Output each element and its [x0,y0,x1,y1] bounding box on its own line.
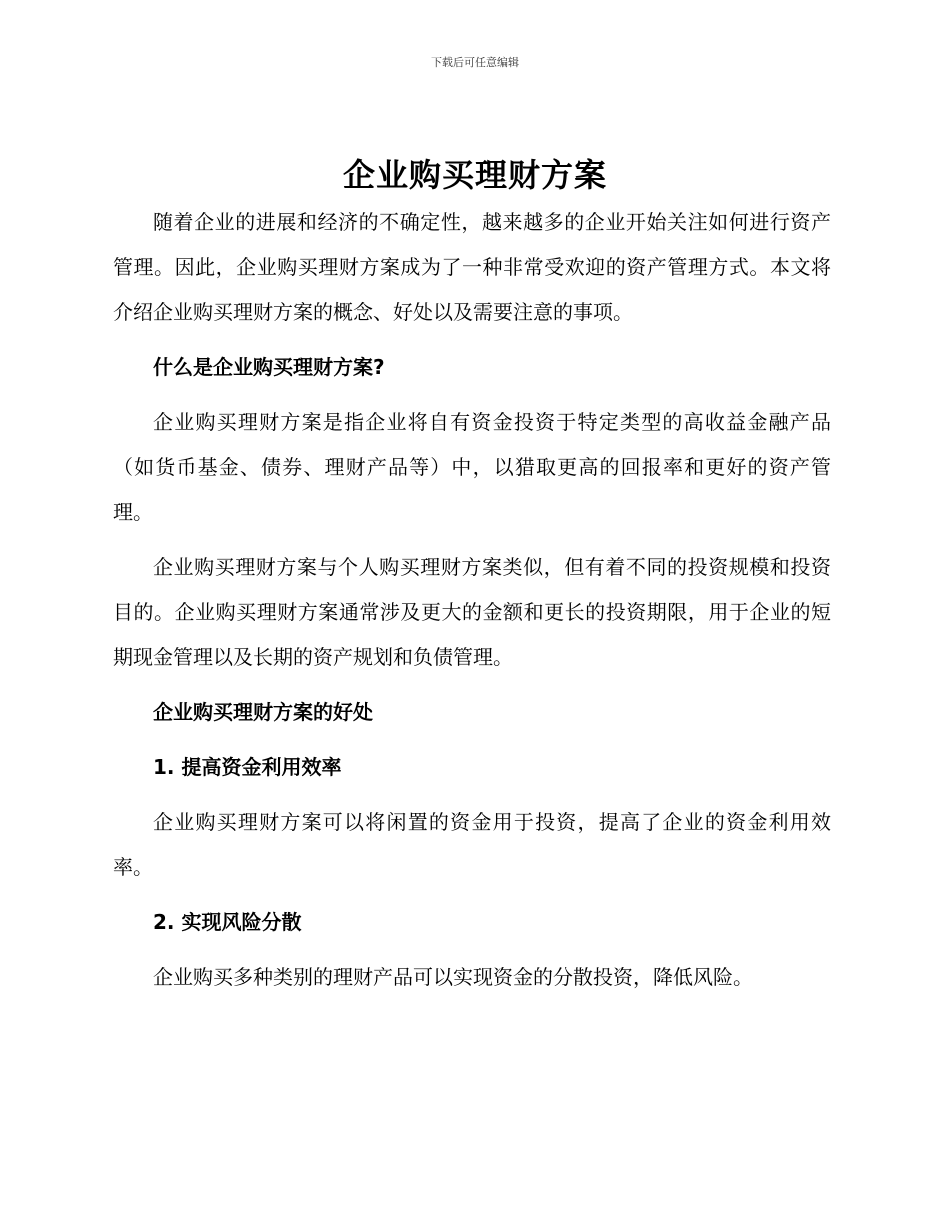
benefit-heading-1: 1. 提高资金利用效率 [153,755,342,779]
document-title: 企业购买理财方案 [342,156,607,194]
comparison-paragraph: 企业购买理财方案与个人购买理财方案类似，但有着不同的投资规模和投资目的。企业购买理财方案通常涉及更大的金额和更长的投资期限，用于企业的短期现金管理以及长期的资产规划和负债管理。 [113,555,831,669]
definition-paragraph: 企业购买理财方案是指企业将自有资金投资于特定类型的高收益金融产品（如货币基金、债券、理财产品等）中，以猎取更高的回报率和更好的资产管理。 [113,410,831,524]
intro-paragraph: 随着企业的进展和经济的不确定性，越来越多的企业开始关注如何进行资产管理。因此，企业购买理财方案成为了一种非常受欢迎的资产管理方式。本文将介绍企业购买理财方案的概念、好处以及需要注意的事项。 [113,210,831,324]
section-heading-what-is: 什么是企业购买理财方案? [153,355,385,379]
document-body [113,200,831,1000]
section-heading-benefits: 企业购买理财方案的好处 [153,700,373,724]
benefit-paragraph-2: 企业购买多种类别的理财产品可以实现资金的分散投资，降低风险。 [153,965,753,989]
benefit-paragraph-1: 企业购买理财方案可以将闲置的资金用于投资，提高了企业的资金利用效率。 [113,810,831,879]
page-header: 下载后可任意编辑 [431,56,519,69]
benefit-heading-2: 2. 实现风险分散 [153,910,302,934]
